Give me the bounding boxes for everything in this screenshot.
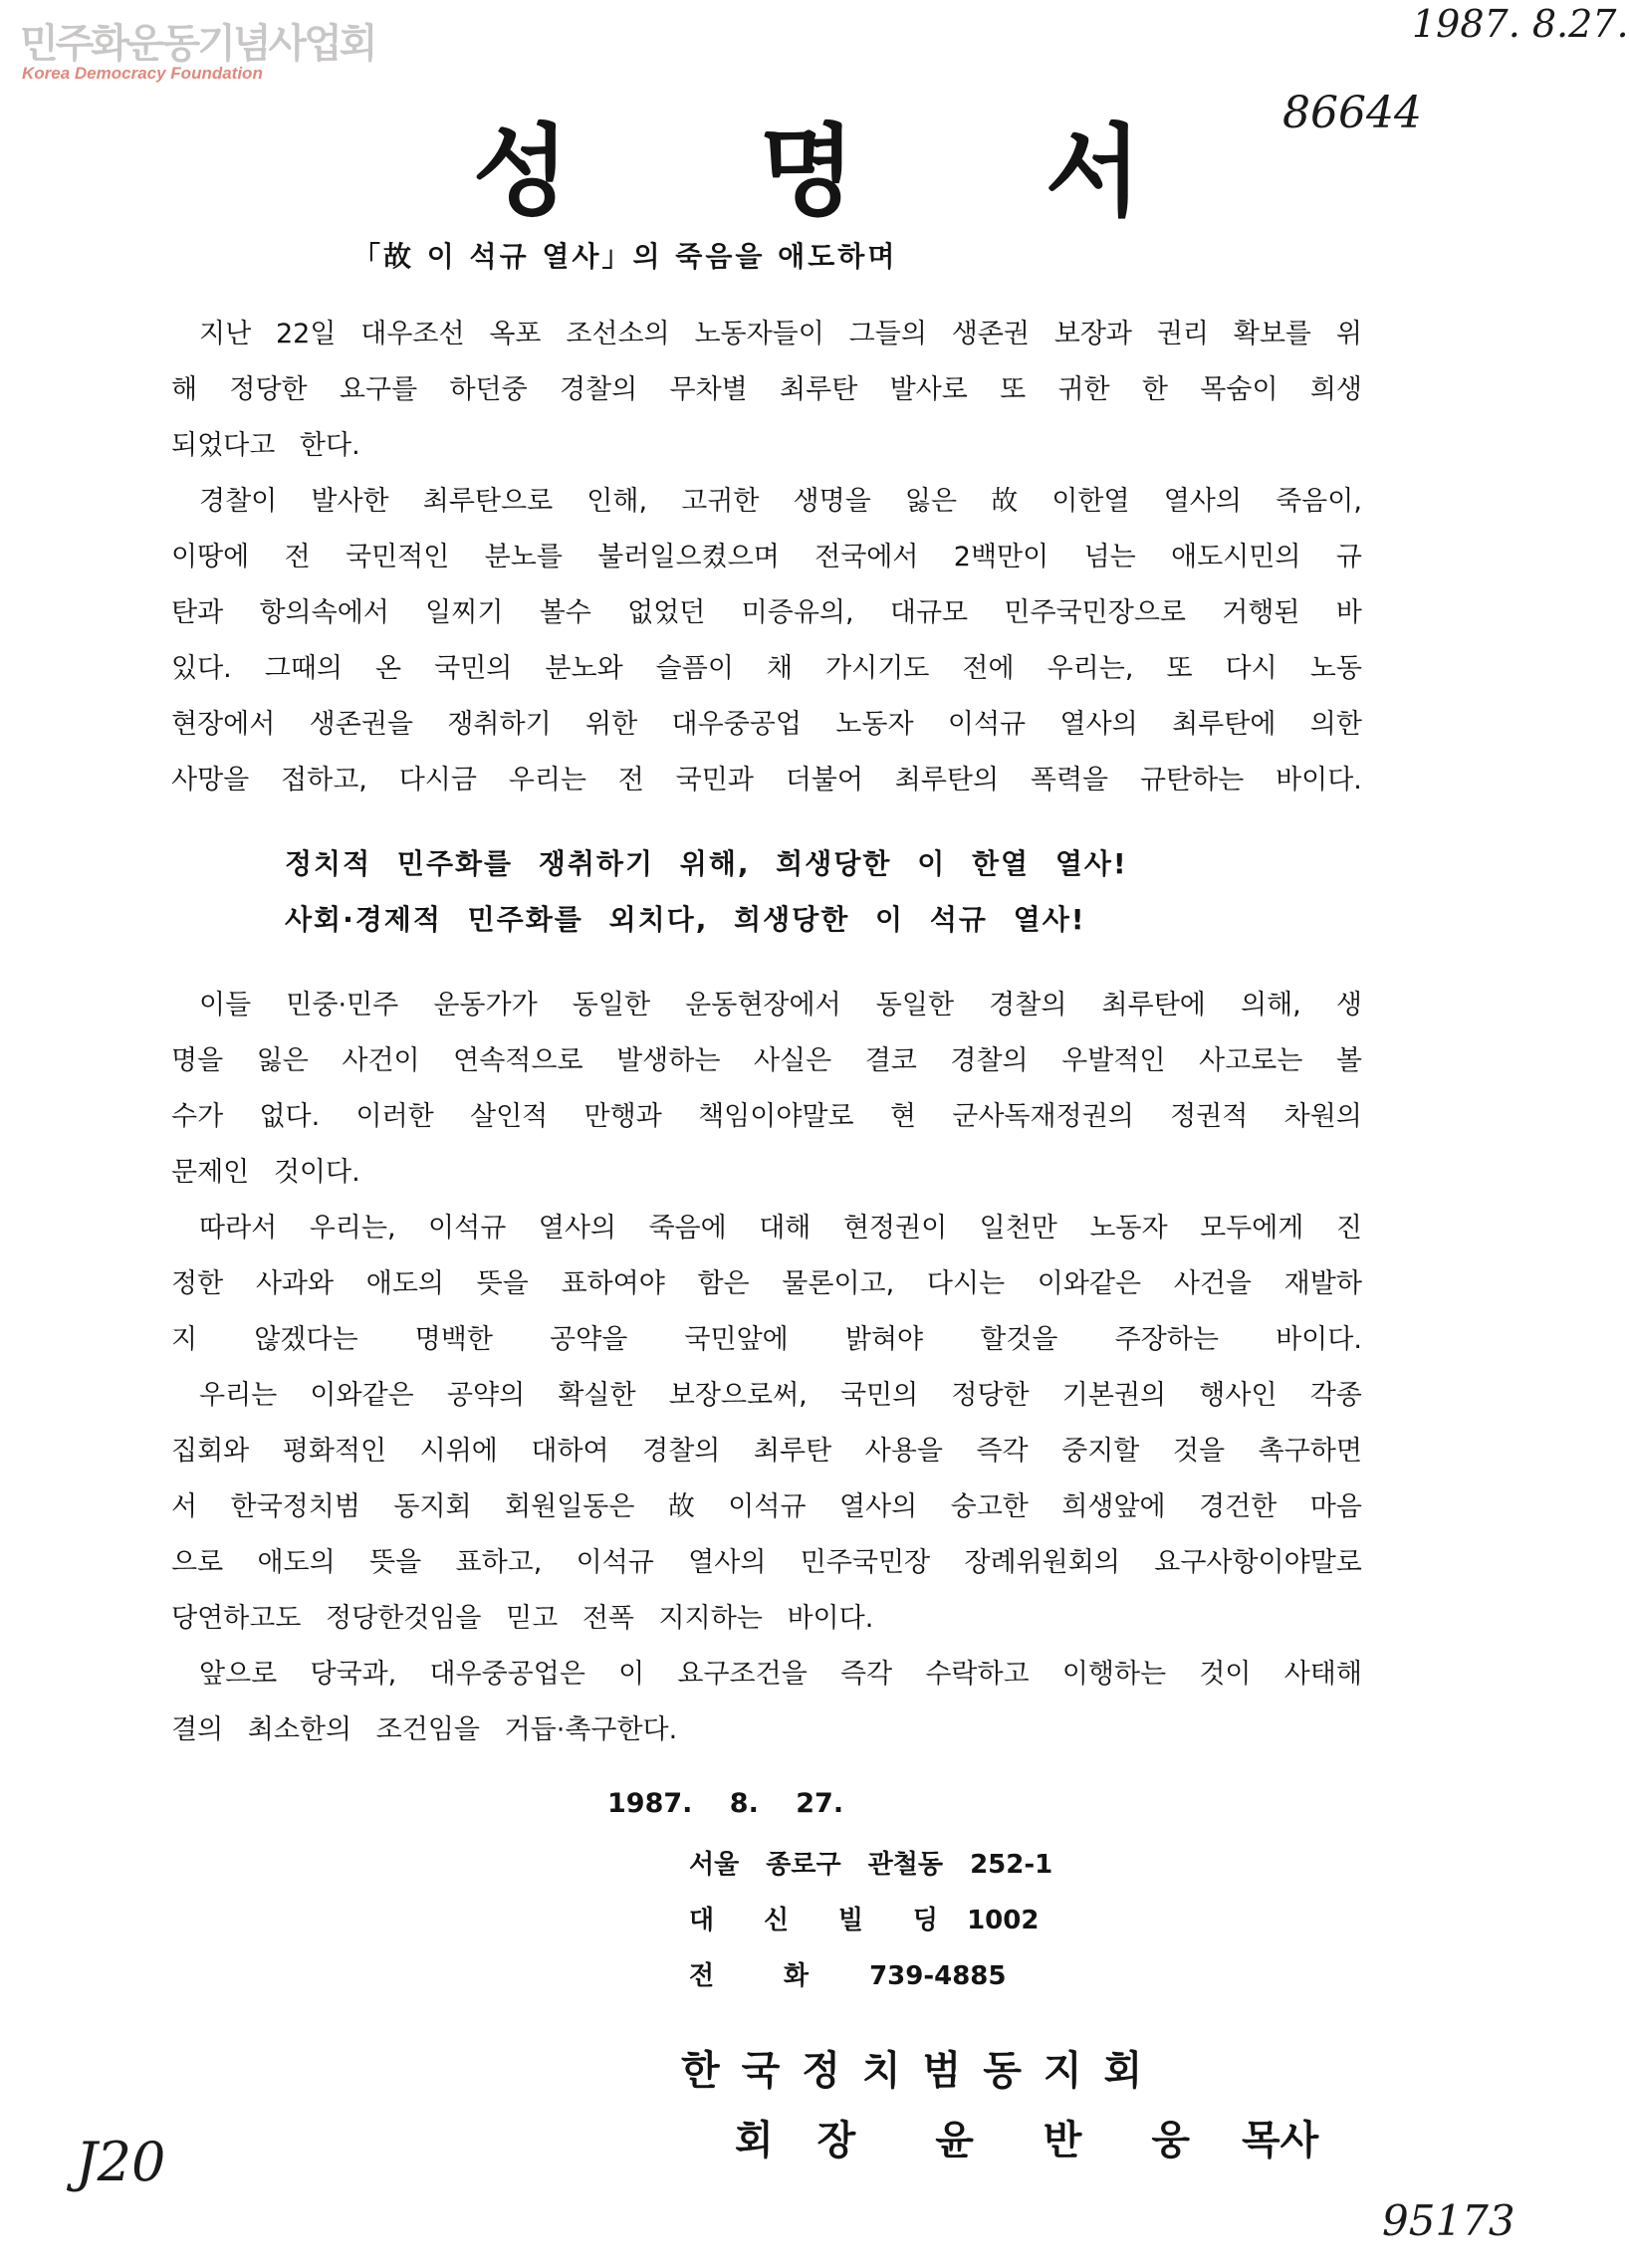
word: 것이 bbox=[1199, 1659, 1252, 1690]
word: 열사의 bbox=[838, 1491, 918, 1522]
word: 동지회 bbox=[393, 1491, 472, 1522]
word: 집회와 bbox=[171, 1436, 250, 1467]
word: 일찌기 bbox=[425, 597, 504, 628]
building-label: 대 신 빌 딩 bbox=[689, 1906, 938, 1935]
word: 명백한 bbox=[414, 1324, 493, 1355]
word: 주장하는 bbox=[1114, 1324, 1219, 1355]
word: 서 bbox=[171, 1491, 198, 1522]
watermark-korean: 민주화운동기념사업회 bbox=[20, 21, 375, 67]
word: 국민의 bbox=[839, 1380, 919, 1411]
handwritten-doc-number: 86644 bbox=[1282, 88, 1422, 138]
address-line: 서울 종로구 관철동 252-1 bbox=[689, 1850, 1053, 1880]
text-line bbox=[171, 1256, 1362, 1312]
word: 진 bbox=[1335, 1213, 1362, 1244]
word: 경찰의 bbox=[642, 1436, 721, 1467]
word: 전국에서 bbox=[814, 542, 919, 572]
word: 명을 bbox=[171, 1045, 224, 1076]
text-line bbox=[171, 1424, 1362, 1479]
word: 희생 bbox=[1309, 374, 1362, 405]
word: 민주국민장으로 bbox=[1004, 597, 1186, 628]
word: 분노와 bbox=[545, 653, 623, 684]
word: 표하여야 bbox=[561, 1268, 665, 1299]
word: 않겠다는 bbox=[254, 1324, 358, 1355]
word: 요구사항이야말로 bbox=[1154, 1547, 1362, 1578]
word: 사고로는 bbox=[1198, 1045, 1303, 1076]
word: 민주국민장 bbox=[800, 1547, 931, 1578]
word: 국민적인 bbox=[346, 542, 450, 572]
text-line bbox=[171, 697, 1362, 753]
word: 죽음에 bbox=[648, 1213, 727, 1244]
word: 함은 bbox=[697, 1268, 750, 1299]
word: 이석규 bbox=[728, 1491, 807, 1522]
word: 대우조선 bbox=[360, 319, 465, 349]
word: 재발하 bbox=[1283, 1268, 1362, 1299]
word: 숭고한 bbox=[950, 1491, 1029, 1522]
word: 이행하는 bbox=[1061, 1659, 1167, 1690]
signature-title: 회 장 bbox=[735, 2118, 878, 2163]
word: 볼 bbox=[1335, 1045, 1362, 1076]
word: 거행된 bbox=[1222, 597, 1300, 628]
text-line bbox=[171, 474, 1362, 530]
word: 정당한 bbox=[951, 1380, 1030, 1411]
word: 대하여 bbox=[531, 1436, 609, 1467]
paragraph-2 bbox=[171, 474, 1362, 808]
word: 최루탄 bbox=[753, 1436, 832, 1467]
handwritten-reference: 95173 bbox=[1382, 2196, 1515, 2245]
word: 생존권을 bbox=[309, 709, 413, 740]
word: 미증유의, bbox=[741, 597, 854, 628]
word: 하던중 bbox=[449, 374, 528, 405]
word: 살인적 bbox=[470, 1101, 549, 1132]
word: 애도의 bbox=[257, 1547, 336, 1578]
word: 의해, bbox=[1241, 990, 1301, 1021]
phone-label: 전 화 bbox=[689, 1961, 809, 1991]
word: 만행과 bbox=[583, 1101, 662, 1132]
word: 조선소의 bbox=[566, 319, 670, 349]
word: 최루탄의 bbox=[894, 765, 1000, 795]
word: 으로 bbox=[171, 1547, 224, 1578]
slogan-2: 사회·경제적 민주화를 외치다, 희생당한 이 석규 열사! bbox=[285, 903, 1086, 936]
word: 분노를 bbox=[484, 542, 563, 572]
word: 전 bbox=[617, 765, 644, 795]
word: 무차별 bbox=[669, 374, 748, 405]
text-line bbox=[171, 585, 1362, 641]
signature-name-char: 반 bbox=[1043, 2118, 1082, 2163]
word: 정당한 bbox=[229, 374, 308, 405]
word: 경찰이 bbox=[199, 486, 278, 517]
word: 22일 bbox=[275, 319, 337, 349]
word: 공약을 bbox=[550, 1324, 628, 1355]
word: 운동가가 bbox=[433, 990, 538, 1021]
word: 故 bbox=[991, 486, 1019, 517]
word: 우리는, bbox=[309, 1213, 396, 1244]
word: 수락하고 bbox=[925, 1659, 1030, 1690]
word: 다시 bbox=[1225, 653, 1278, 684]
word: 우리는, bbox=[1047, 653, 1134, 684]
word: 공약의 bbox=[446, 1380, 526, 1411]
paragraph-4 bbox=[171, 1201, 1362, 1368]
word: 옥포 bbox=[489, 319, 542, 349]
word: 권리 bbox=[1156, 319, 1209, 349]
word: 경찰의 bbox=[950, 1045, 1029, 1076]
word: 사과와 bbox=[255, 1268, 335, 1299]
word: 노동 bbox=[1309, 653, 1362, 684]
text-line bbox=[171, 641, 1362, 697]
word: 애도의 bbox=[365, 1268, 444, 1299]
word: 표하고, bbox=[455, 1547, 543, 1578]
word: 민중·민주 bbox=[286, 990, 399, 1021]
word: 다시는 bbox=[926, 1268, 1006, 1299]
text-line bbox=[171, 753, 1362, 808]
word: 애도시민의 bbox=[1171, 542, 1301, 572]
word: 국민앞에 bbox=[684, 1324, 789, 1355]
document-subtitle: 「故 이 석규 열사」의 죽음을 애도하며 bbox=[352, 240, 898, 273]
word: 2백만이 bbox=[953, 542, 1049, 572]
text-line bbox=[171, 362, 1362, 418]
word: 사건이 bbox=[342, 1045, 420, 1076]
word: 희생앞에 bbox=[1061, 1491, 1166, 1522]
word: 폭력을 bbox=[1030, 765, 1109, 795]
word: 즉각 bbox=[976, 1436, 1029, 1467]
word: 없었던 bbox=[627, 597, 706, 628]
word: 결코 bbox=[864, 1045, 917, 1076]
word: 사실은 bbox=[753, 1045, 832, 1076]
word: 이땅에 bbox=[171, 542, 250, 572]
word: 또 bbox=[1166, 653, 1193, 684]
word: 발사로 bbox=[889, 374, 968, 405]
word: 최루탄으로 bbox=[422, 486, 554, 517]
word: 대규모 bbox=[889, 597, 969, 628]
word: 밝혀야 bbox=[844, 1324, 924, 1355]
word: 위 bbox=[1335, 319, 1362, 349]
building-line bbox=[689, 1900, 1039, 1936]
word: 잃은 bbox=[904, 486, 958, 517]
word: 이와같은 bbox=[1037, 1268, 1142, 1299]
text-line bbox=[171, 1312, 1362, 1368]
building-number: 1002 bbox=[967, 1906, 1040, 1935]
word: 정권적 bbox=[1170, 1101, 1249, 1132]
text-line: 되었다고 한다. bbox=[171, 430, 360, 461]
word: 현정권이 bbox=[842, 1213, 948, 1244]
statement-date: 1987. 8. 27. bbox=[607, 1788, 844, 1819]
word: 해 bbox=[171, 374, 198, 405]
text-line bbox=[171, 530, 1362, 585]
word: 바이다. bbox=[1276, 765, 1362, 795]
word: 평화적인 bbox=[282, 1436, 387, 1467]
word: 대해 bbox=[759, 1213, 812, 1244]
word: 생존권 bbox=[951, 319, 1030, 349]
word: 모두에게 bbox=[1200, 1213, 1304, 1244]
word: 경찰의 bbox=[989, 990, 1067, 1021]
word: 열사의 bbox=[1059, 709, 1138, 740]
watermark-english: Korea Democracy Foundation bbox=[22, 64, 263, 83]
word: 뜻을 bbox=[476, 1268, 529, 1299]
word: 촉구하면 bbox=[1258, 1436, 1362, 1467]
word: 볼수 bbox=[539, 597, 591, 628]
word: 이와같은 bbox=[310, 1380, 414, 1411]
word: 우발적인 bbox=[1061, 1045, 1166, 1076]
word: 더불어 bbox=[785, 765, 863, 795]
word: 슬픔이 bbox=[655, 653, 734, 684]
word: 대우중공업 bbox=[671, 709, 802, 740]
word: 앞으로 bbox=[199, 1659, 278, 1690]
handwritten-date: 1987. 8.27. bbox=[1412, 2, 1629, 46]
word: 전 bbox=[284, 542, 311, 572]
word: 노동자 bbox=[835, 709, 914, 740]
word: 한 bbox=[1141, 374, 1169, 405]
word: 보장으로써, bbox=[668, 1380, 808, 1411]
word: 확보를 bbox=[1233, 319, 1312, 349]
word: 바이다. bbox=[1276, 1324, 1362, 1355]
text-line bbox=[171, 1033, 1362, 1089]
word: 책임이야말로 bbox=[698, 1101, 854, 1132]
word: 없다. bbox=[259, 1101, 321, 1132]
word: 전에 bbox=[962, 653, 1015, 684]
word: 최루탄에 bbox=[1101, 990, 1206, 1021]
word: 발사한 bbox=[311, 486, 389, 517]
word: 따라서 bbox=[199, 1213, 278, 1244]
word: 할것을 bbox=[980, 1324, 1058, 1355]
word: 국민의 bbox=[434, 653, 513, 684]
word: 죽음이, bbox=[1276, 486, 1362, 517]
word: 노동자 bbox=[1089, 1213, 1168, 1244]
signature-name-char: 웅 bbox=[1151, 2118, 1191, 2163]
paragraph-3 bbox=[171, 978, 1362, 1201]
word: 중지할 bbox=[1061, 1436, 1140, 1467]
word: 이석규 bbox=[428, 1213, 507, 1244]
word: 사건을 bbox=[1173, 1268, 1252, 1299]
word: 것을 bbox=[1172, 1436, 1226, 1467]
word: 이석규 bbox=[947, 709, 1027, 740]
word: 이석규 bbox=[576, 1547, 654, 1578]
document-title: 성 명 서 bbox=[472, 113, 1220, 230]
word: 물론이고, bbox=[782, 1268, 895, 1299]
word: 연속적으로 bbox=[453, 1045, 583, 1076]
word: 또 bbox=[1000, 374, 1027, 405]
word: 불러일으켰으며 bbox=[597, 542, 780, 572]
word: 그들의 bbox=[848, 319, 927, 349]
word: 고귀한 bbox=[681, 486, 760, 517]
handwritten-code: J20 bbox=[76, 2131, 166, 2193]
paragraph-1 bbox=[171, 307, 1362, 474]
signature-name-char: 윤 bbox=[935, 2118, 974, 2163]
word: 현장에서 bbox=[171, 709, 276, 740]
word: 열사의 bbox=[538, 1213, 616, 1244]
word: 쟁취하기 bbox=[447, 709, 552, 740]
word: 운동현장에서 bbox=[685, 990, 841, 1021]
word: 군사독재정권의 bbox=[952, 1101, 1134, 1132]
phone-line bbox=[689, 1955, 1007, 1992]
word: 요구를 bbox=[339, 374, 418, 405]
word: 대우중공업은 bbox=[429, 1659, 585, 1690]
word: 경찰의 bbox=[559, 374, 638, 405]
word: 동일한 bbox=[875, 990, 955, 1021]
text-line bbox=[171, 1201, 1362, 1256]
word: 국민과 bbox=[675, 765, 754, 795]
text-line: 결의 최소한의 조건임을 거듭·촉구한다. bbox=[171, 1714, 678, 1745]
word: 사용을 bbox=[864, 1436, 943, 1467]
word: 마음 bbox=[1309, 1491, 1362, 1522]
word: 위한 bbox=[585, 709, 638, 740]
paragraph-6 bbox=[171, 1647, 1362, 1758]
word: 항의속에서 bbox=[259, 597, 389, 628]
word: 이들 bbox=[199, 990, 252, 1021]
word: 현 bbox=[889, 1101, 916, 1132]
text-line bbox=[171, 1647, 1362, 1702]
word: 바 bbox=[1335, 597, 1362, 628]
word: 한국정치범 bbox=[230, 1491, 360, 1522]
word: 이러한 bbox=[355, 1101, 434, 1132]
word: 사태해 bbox=[1283, 1659, 1362, 1690]
word: 행사인 bbox=[1199, 1380, 1278, 1411]
word: 있다. bbox=[171, 653, 232, 684]
word: 생명을 bbox=[793, 486, 871, 517]
word: 확실한 bbox=[558, 1380, 636, 1411]
word: 넘는 bbox=[1083, 542, 1136, 572]
word: 노동자들이 bbox=[694, 319, 824, 349]
text-line bbox=[171, 1479, 1362, 1535]
text-line bbox=[171, 1368, 1362, 1424]
word: 인해, bbox=[586, 486, 648, 517]
word: 각종 bbox=[1309, 1380, 1362, 1411]
word: 규탄하는 bbox=[1139, 765, 1245, 795]
word: 탄과 bbox=[171, 597, 224, 628]
word: 온 bbox=[375, 653, 402, 684]
word: 사망을 bbox=[171, 765, 250, 795]
word: 장례위원회의 bbox=[964, 1547, 1120, 1578]
word: 일천만 bbox=[979, 1213, 1057, 1244]
text-line bbox=[171, 978, 1362, 1033]
paragraph-5 bbox=[171, 1368, 1362, 1647]
word: 동일한 bbox=[572, 990, 651, 1021]
word: 시위에 bbox=[419, 1436, 498, 1467]
text-line bbox=[171, 1089, 1362, 1145]
text-line bbox=[171, 1535, 1362, 1591]
word: 차원의 bbox=[1283, 1101, 1362, 1132]
organization-name: 한국정치범동지회 bbox=[681, 2048, 1165, 2094]
phone-number: 739-4885 bbox=[869, 1961, 1007, 1991]
word: 채 bbox=[766, 653, 794, 684]
word: 경건한 bbox=[1199, 1491, 1278, 1522]
text-line: 문제인 것이다. bbox=[171, 1157, 360, 1188]
text-line bbox=[171, 307, 1362, 362]
text-line: 당연하고도 정당한것임을 믿고 전폭 지지하는 바이다. bbox=[171, 1603, 874, 1634]
word: 뜻을 bbox=[369, 1547, 422, 1578]
word: 이한열 bbox=[1051, 486, 1130, 517]
word: 생 bbox=[1335, 990, 1362, 1021]
word: 정한 bbox=[171, 1268, 224, 1299]
signature-line bbox=[735, 2109, 1318, 2165]
word: 다시금 bbox=[398, 765, 477, 795]
word: 접하고, bbox=[281, 765, 367, 795]
word: 열사의 bbox=[1163, 486, 1242, 517]
word: 규 bbox=[1335, 542, 1362, 572]
word: 발생하는 bbox=[616, 1045, 721, 1076]
word: 이 bbox=[618, 1659, 645, 1690]
word: 우리는 bbox=[508, 765, 586, 795]
signature-role: 목사 bbox=[1241, 2118, 1319, 2163]
word: 즉각 bbox=[839, 1659, 893, 1690]
word: 귀한 bbox=[1057, 374, 1110, 405]
word: 요구조건을 bbox=[677, 1659, 808, 1690]
word: 그때의 bbox=[264, 653, 344, 684]
word: 지난 bbox=[199, 319, 252, 349]
slogan-1: 정치적 민주화를 쟁취하기 위해, 희생당한 이 한열 열사! bbox=[285, 847, 1128, 880]
word: 의한 bbox=[1309, 709, 1362, 740]
word: 보장과 bbox=[1053, 319, 1132, 349]
word: 열사의 bbox=[688, 1547, 767, 1578]
word: 지 bbox=[171, 1324, 198, 1355]
word: 목숨이 bbox=[1200, 374, 1279, 405]
word: 회원일동은 bbox=[505, 1491, 635, 1522]
word: 잃은 bbox=[256, 1045, 309, 1076]
word: 우리는 bbox=[199, 1380, 278, 1411]
word: 최루탄 bbox=[780, 374, 858, 405]
word: 가시기도 bbox=[825, 653, 930, 684]
word: 최루탄에 bbox=[1172, 709, 1277, 740]
word: 수가 bbox=[171, 1101, 224, 1132]
word: 당국과, bbox=[310, 1659, 397, 1690]
word: 기본권의 bbox=[1061, 1380, 1167, 1411]
word: 故 bbox=[667, 1491, 695, 1522]
